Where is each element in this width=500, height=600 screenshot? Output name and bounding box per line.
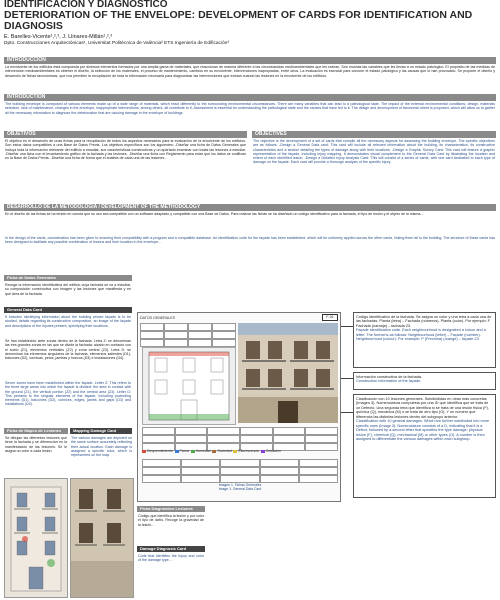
legend-item: Oxidación [261, 449, 281, 453]
development-es-text: En el diseño de las fichas se ha tenido en cuenta que su uso sea compatible con un software adaptado y compatible con una Base de Datos. Para realizar las fichas se ha diseñado un código identificativo para la fachada, el tipo de lesión y el objeto de la misma... [5, 212, 424, 216]
general-data-card-image [137, 312, 341, 502]
authors: E. Barelles-Vicente¹,²,³, J. Llinares-Millán¹,²,³ [4, 33, 113, 40]
facade-photo [70, 478, 134, 598]
mapping-en-head: Mapping Damage Card [70, 428, 132, 434]
detail-es-text: Código que identifica la lesión y por color el tipo de daño. Recoge la gravedad de la lesión... [138, 514, 204, 527]
construction-info-box [353, 372, 496, 390]
card-form-grid-bottom [142, 427, 338, 451]
legend-item: Humedad [191, 449, 211, 453]
caption-es: Imagen 1. Fichas Generales [218, 483, 262, 487]
intro-es-bar: INTRODUCCIÓN [4, 57, 496, 64]
general-data-en-head: General Data Card [4, 307, 132, 313]
legend-item: Suciedad [212, 449, 231, 453]
development-en-text: In the design of the cards, consideration has been given to ensuring their compatibility with a program and a compatible database. An identification code for the façade has been established, which will be uniformly applied across the other cards, linking them all to the building. The structure of these cards has been designed to facilitate any possible combination of lesions and their location in the envelope... [5, 236, 495, 245]
card-header: DATOS GENERALES [140, 316, 176, 320]
construction-info-es: Información constructiva de la fachada. [356, 374, 423, 379]
affiliation: Dpto. Construcciones Arquitectónicas¹, Universitat Politècnica de València² ETS Ingeniería de Edificación³ [4, 40, 229, 46]
intro-es-text: La envolvente de los edificios está compuesta por diversos elementos formados por una amplia gama de materiales, que reaccionan de manera diferente a las circunstancias medioambientales que les rodean. Son muchas las variables que les llevan a un estado patológico. El propósito de las medidas de intervención medioambientales es obtener el diseño, la selección de los materiales, el proceso de mantenimiento, cambios en su envolvente, intervenciones inapropiadas, entre otros. La evaluación es esencial para conocer el estado patológico y las causas que lo han provocado. Se propone el diseño y desarrollo de fichas taxonómicas, que nos permiten la recopilación de toda la información necesaria para diagnosticar las intervenciones que existan cuando las lesiones en la envolvente de los edificios. [5, 65, 495, 78]
connector-line [341, 378, 353, 379]
title-spanish: IDENTIFICACIÓN Y DIAGNÓSTICO [4, 0, 168, 10]
intro-en-bar: INTRODUCTION [4, 94, 496, 101]
classification-es: Clasificación con 10 lesiones generales. Subdivididas en otras más concretas (Imagen 3). Nomenclatura compuesta por una ID que identifica que se trata de un Defecto. Una segunda letra que identifica si se trata de una lesión física (F), química (Q), mecánica (M) o se trata de otro tipo (O). Y un número que diferencia las distintas lesiones dentro del subgrupo anterior. [356, 396, 489, 419]
card-code-badge: F-01 [322, 314, 338, 321]
general-data-en-text: It includes identifying information about the building whose façade is to be studied, details regarding its constructive composition, an image of the façade and descriptions of the injuries present, specifying their locations. [5, 315, 131, 328]
objectives-es-text: El objetivo es el desarrollo de unas fichas para la recopilación de todos los aspectos necesarios para la evaluación de la envolvente de los edificios. Son estos datos compatibles a una Base de Datos Previa. Los objetivos específicos son los siguientes: -Diseñar una ficha de Datos Generales que incluya toda la información relevante del edificio a estudiar, sus características constructivas y un apartado examinar con todas las lesiones a estudiar. -Diseñar una ficha con el levantamiento gráfico de la fachada y las lesiones. -Diseñar una ficha con Reglamento para estar que los datos se codifican en la Base de Datos Previa. -Diseñar una ficha de forma que el análisis de cada una de las lesiones... [5, 139, 246, 161]
title-english: DETERIORATION OF THE ENVELOPE: DEVELOPMENT OF CARDS FOR IDENTIFICATION AND DIAGNOSIS [4, 9, 473, 32]
poster-header [4, 0, 496, 46]
legend-item: Fisura [175, 449, 189, 453]
zones-en-text: Seven zones have been established within the façade. Letter Z: This refers to the three large areas into which the façade is divided: the area in contact with the ground (Z1), the vertical portion (Z2) and the central area (Z3). Letter D: This pertains to the singular elements of the façade, including protruding elements (D1), balconies (D2), cornices, edges, jambs and gaps (D3) and installations (D4). [5, 381, 131, 407]
card-building-photo [238, 323, 338, 423]
connector-line [341, 326, 353, 327]
facade-code-box [353, 312, 496, 368]
development-bar: DESARROLLO DE LA METODOLOGÍA / DEVELOPMENT OF THE METHODOLOGY [4, 204, 496, 211]
mapping-es-text: Se dibujan las diferentes lesiones que tiene la fachada y se diferencian en la manifestación de las lesiones. Se le asigna un color a cada lesión. [5, 436, 67, 453]
legend-item: Eflorescencia [233, 449, 258, 453]
objectives-en-text: The objective is the development of a set of cards that compile all the necessary aspects for assessing the building envelope. The specific objectives are as follows: -Design a General Data card: This card will include all relevant information about the building, its characteristics, its constructive characteristics and a section detailing the types of damage along with their locations. -Design a Graphic Survey Card: This card will feature a graphic representation of the façade, including injury mapping. It demonstrates visual complement to the General Data Card by illustrating the location and extent of each identified lesion. -Design a Detailed Injury Analysis Card: This will consist of a series of cards, with one card dedicated to each type of damage on the façade. Each card will provide a thorough analysis of the specific injury. [253, 139, 495, 165]
general-data-es-head: Ficha de Datos Generales [4, 275, 132, 281]
zones-es-text: Se han establecido siete zonas dentro de la fachada: Letra Z: se denominan las tres grandes zonas en las que se divide la fachada: alzado en contacto con el suelo (Z1), elementos verticales (Z2) y zona central (Z3). Letra D: se denominan los elementos singulares de la fachada, elementos salientes (D1), balcones (D2), cornisas, petos, jambas y huecos (D3) e instalaciones (D4). [5, 339, 131, 361]
connector-line [341, 412, 353, 413]
card-form-grid-left [140, 323, 236, 347]
card-caption [200, 483, 280, 491]
damage-classification-box [353, 394, 496, 498]
card-form-grid-footer [142, 459, 338, 483]
classification-en: Classification with 10 general damages. Which are further subdivided into more specific ones (Image 3). Nomenclature consists of a D, indicating that it is a Defect, followed by a second letter that specifies the type damage: physical lesion (F), chemical (Q), mechanical (M) or other types (O). A number is then assigned to differentiate the various damages within each subgroup. [356, 419, 490, 441]
legend-item: Desprendimiento [142, 449, 173, 453]
construction-info-en: Construction information of the façade. [356, 379, 422, 383]
intro-en-text: The building envelope is composed of various elements made up of a wide range of materials, which react differently to the surrounding environmental circumstances. There are many variables that can lead to a pathological state. The impact of the external environmental conditions, design, materials selection, lack of maintenance, changes in the envelope, inappropriate interventions, among others, all contribute to it. Assessment is essential for understanding the pathological state and the causes that have led to it. The design and development of taxonomic sheet is proposed, which will allow us to gather all the necessary information to diagnose the deterioration that are causing damage in the envelope of buildings. [5, 102, 495, 115]
general-data-es-text: Recoge la información identificativa del edificio cuya fachada se va a estudiar, su composición constructiva con imagen y las lesiones que manifiesta y en qué área de la fachada. [5, 283, 131, 296]
objectives-es-bar: OBJETIVOS [4, 131, 247, 138]
card-legend [142, 449, 338, 453]
objectives-en-bar: OBJECTIVES [252, 131, 496, 138]
facade-code-es: Código identificativo de la fachada. Se asigna un color y una letra a cada una de las fachadas. Planta (letra) – Fachada (números). Planta (color). Por ejemplo: F Fachada (naranja) – fachada 23. [356, 314, 492, 328]
mapping-es-head: Ficha de Mapeo de Lesiones [4, 428, 68, 434]
damage-en-head: Damage Diagnosis Card [137, 546, 205, 552]
detail-es-head: Ficha Diagnóstico Lesiones [137, 506, 205, 512]
caption-en: Image 1. General Data Card [218, 487, 262, 491]
mapping-en-text: The various damages are depicted on the same surface accurately reflecting their actual location. Each damage is assigned a specific color, which is represented on the map. [71, 436, 132, 458]
card-facade-sketch [142, 347, 236, 425]
facade-code-en: Façade identification code. Each neighbourhood is designated a colour and a letter. The format is as follows: Neighbourhood (letter) – Façade (number). Neighbourhood (colour). For example: P (Prechina) (orange) – façade 23. [356, 328, 486, 341]
facade-drawing [4, 478, 68, 598]
damage-en-text: Code that identifies the injury and color of the damage type... [138, 554, 204, 563]
